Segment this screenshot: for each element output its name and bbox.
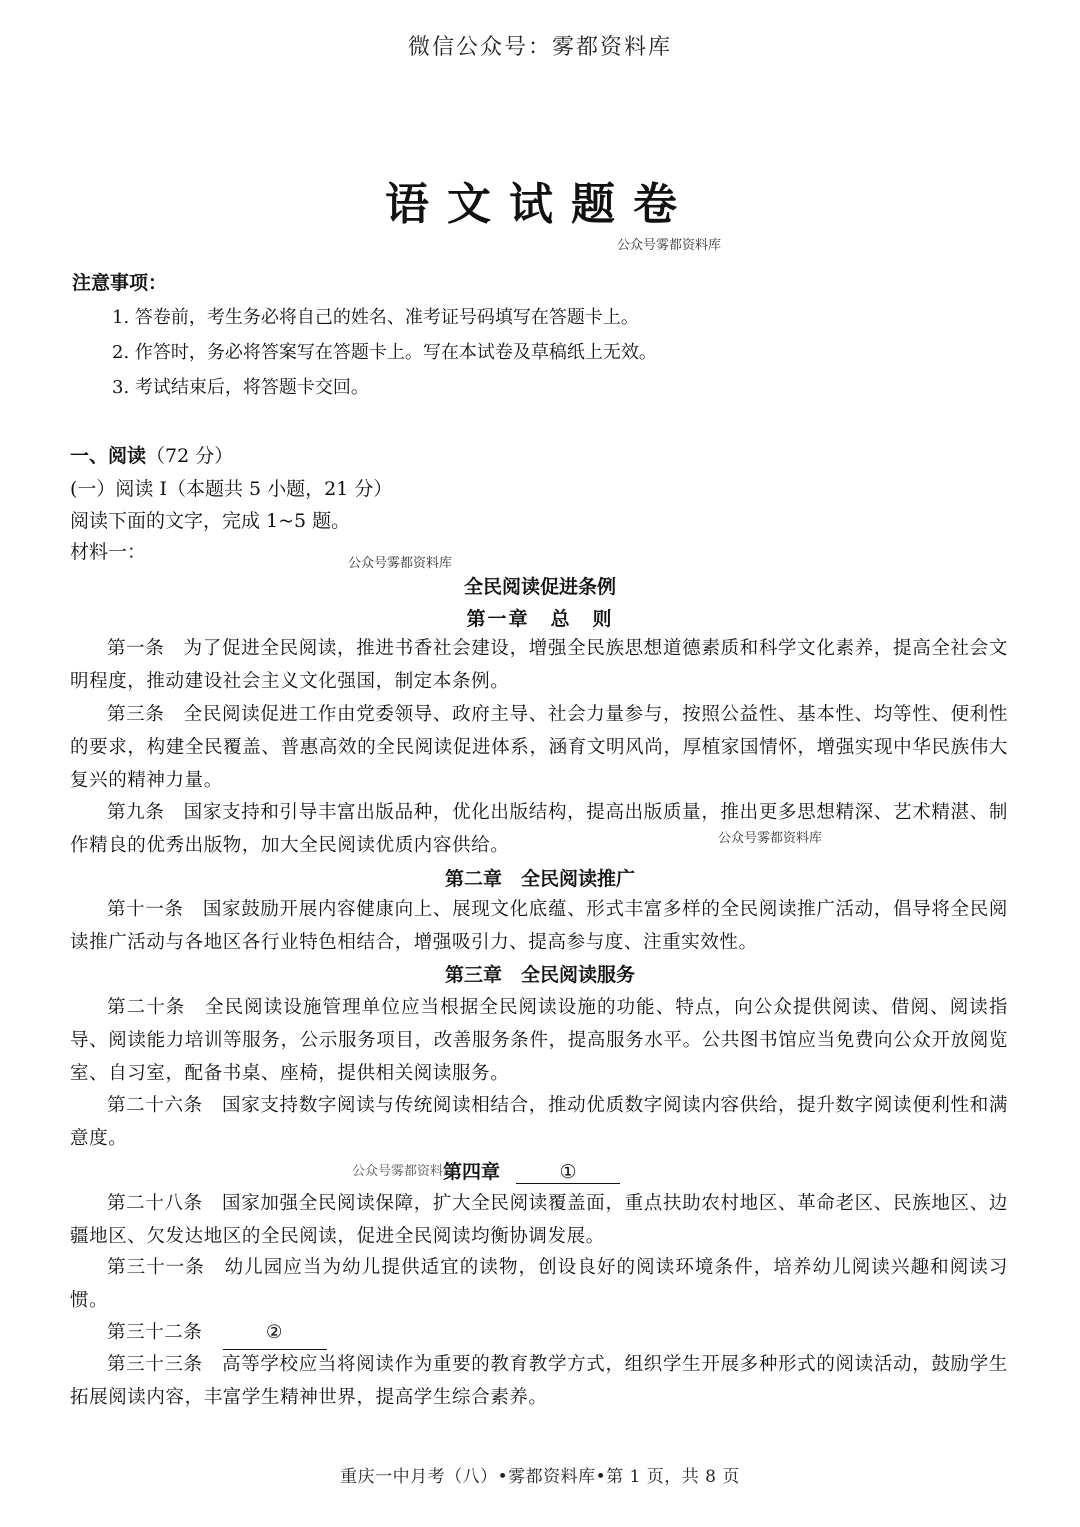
exam-title: 语文试题卷 [385,179,695,230]
fill-blank-2: ② [223,1316,327,1350]
notice-item: 3. 考试结束后，将答题卡交回。 [112,377,369,398]
section-points: （72 分） [146,445,234,467]
fill-blank-1: ① [516,1161,620,1184]
chapter-heading: 第一章 总 则 [466,608,614,630]
article: 第三条 全民阅读促进工作由党委领导、政府主导、社会力量参与，按照公益性、基本性、均等性、便利性的要求，构建全民覆盖、普惠高效的全民阅读促进体系，涵育文明风尚，厚植家国情怀，增强实现中华民族伟大复兴的精神力量。 [70,704,1008,791]
chapter-heading [443,1157,620,1184]
watermark: 公众号雾都资料库 [617,238,722,253]
chapter-heading: 第二章 全民阅读推广 [444,868,635,890]
article: 第十一条 国家鼓励开展内容健康向上、展现文化底蕴、形式丰富多样的全民阅读推广活动，倡导将全民阅读推广活动与各地区各行业特色相结合，增强吸引力、提高参与度、注重实效性。 [70,899,1008,953]
subsection-heading: (一）阅读 I（本题共 5 小题，21 分） [70,478,393,500]
article: 第二十条 全民阅读设施管理单位应当根据全民阅读设施的功能、特点，向公众提供阅读、借阅、阅读指导、阅读能力培训等服务，公示服务项目，改善服务条件，提高服务水平。公共图书馆应当免费向公众开放阅览室、自习室，配备书桌、座椅，提供相关阅读服务。 [70,997,1008,1084]
article: 第三十三条 高等学校应当将阅读作为重要的教育教学方式，组织学生开展多种形式的阅读活动，鼓励学生拓展阅读内容，丰富学生精神世界，提高学生综合素养。 [70,1354,1008,1408]
notice-title: 注意事项： [72,272,168,294]
watermark: 公众号雾都资料库 [352,1164,457,1179]
chapter-label: 第四章 [443,1161,501,1183]
section-heading-label: 一、阅读 [70,445,147,467]
article-label: 第三十二条 [107,1322,203,1343]
article: 第三十一条 幼儿园应当为幼儿提供适宜的读物，创设良好的阅读环境条件，培养幼儿阅读兴趣和阅读习惯。 [70,1257,1008,1311]
notice-item: 2. 作答时，务必将答案写在答题卡上。写在本试卷及草稿纸上无效。 [112,342,657,363]
chapter-heading: 第三章 全民阅读服务 [444,964,635,986]
article [70,1316,1008,1350]
law-title: 全民阅读促进条例 [463,576,616,598]
instruction: 阅读下面的文字，完成 1~5 题。 [70,510,351,532]
watermark: 公众号雾都资料库 [348,556,453,571]
article: 第一条 为了促进全民阅读，推进书香社会建设，增强全民族思想道德素质和科学文化素养，提高全社会文明程度，推动建设社会主义文化强国，制定本条例。 [70,638,1008,692]
article: 第二十六条 国家支持数字阅读与传统阅读相结合，推动优质数字阅读内容供给，提升数字阅读便利性和满意度。 [70,1095,1008,1149]
notice-item: 1. 答卷前，考生务必将自己的姓名、准考证号码填写在答题卡上。 [112,307,639,328]
page-header: 微信公众号：雾都资料库 [407,35,672,60]
material-label: 材料一： [70,541,147,563]
page-footer: 重庆一中月考（八）•雾都资料库•第 1 页，共 8 页 [340,1467,740,1487]
article: 第二十八条 国家加强全民阅读保障，扩大全民阅读覆盖面，重点扶助农村地区、革命老区、民族地区、边疆地区、欠发达地区的全民阅读，促进全民阅读均衡协调发展。 [70,1193,1008,1247]
watermark: 公众号雾都资料库 [718,831,823,846]
section-heading [70,440,233,472]
article: 第九条 国家支持和引导丰富出版品种，优化出版结构，提高出版质量，推出更多思想精深、艺术精湛、制作精良的优秀出版物，加大全民阅读优质内容供给。 [70,802,1008,856]
notice-list [112,300,1012,405]
